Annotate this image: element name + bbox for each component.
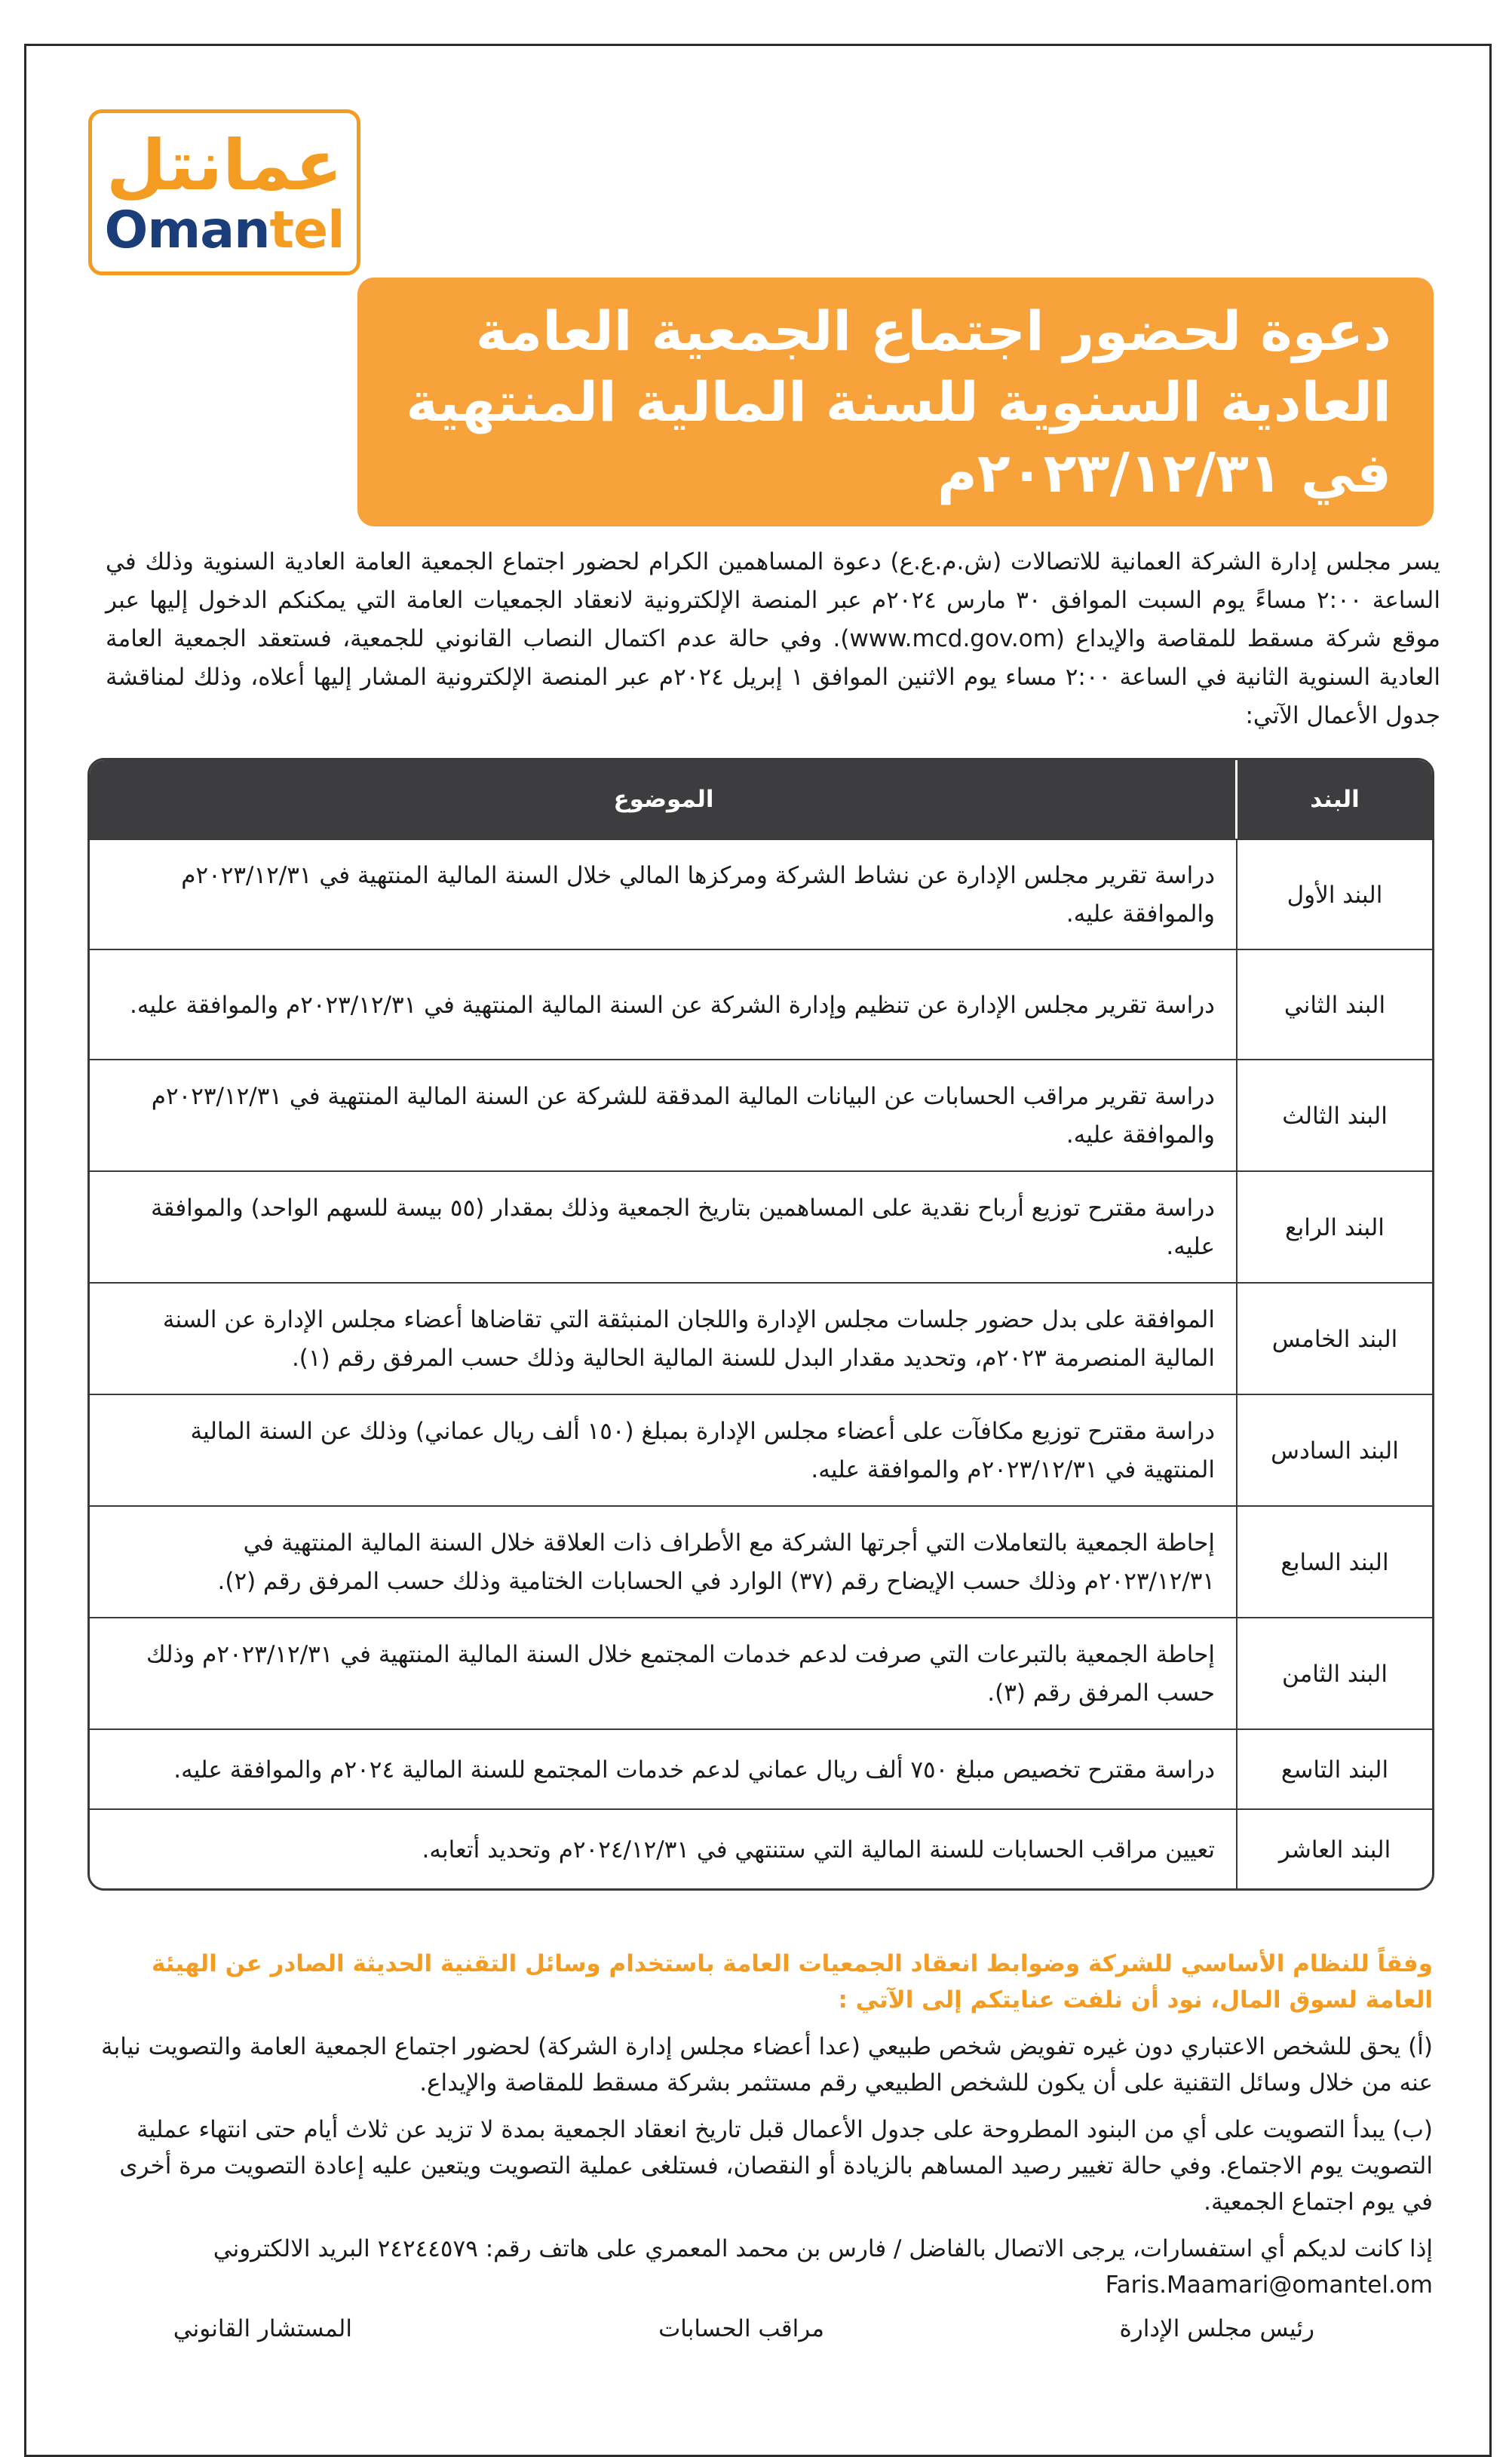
row-topic: الموافقة على بدل حضور جلسات مجلس الإدارة واللجان المنبثقة التي تقاضاها أعضاء مجلس الإدارة عن السنة المالية المنصرمة ٢٠٢٣م، وتحديد مقدار البدل للسنة المالية الحالية وذلك حسب المرفق رقم (١).: [162, 1306, 1215, 1372]
signature-chairman: رئيس مجلس الإدارة: [1119, 2315, 1314, 2342]
note-b: (ب) يبدأ التصويت على أي من البنود المطروحة على جدول الأعمال قبل تاريخ انعقاد الجمعية بمدة لا تزيد عن ثلاث أيام حتى انتهاء عملية التصويت يوم الاجتماع. وفي حالة تغيير رصيد المساهم بالزيادة أو النقصان، فستلغى عملية التصويت ويتعين عليه إعادة التصويت مرة أخرى في يوم اجتماع الجمعية.: [119, 2116, 1433, 2216]
intro-paragraph: [106, 543, 1440, 735]
row-item: البند الثالث: [1282, 1103, 1388, 1130]
row-item: البند الخامس: [1271, 1326, 1398, 1353]
title-line-3: في ٢٠٢٣/١٢/٣١م: [937, 441, 1391, 505]
signature-legal: المستشار القانوني: [173, 2315, 352, 2342]
notes-heading: وفقاً للنظام الأساسي للشركة وضوابط انعقاد الجمعيات العامة باستخدام وسائل التقنية الحديثة الصادر عن الهيئة العامة لسوق المال، نود أن نلفت عنايتكم إلى الآتي :: [151, 1950, 1433, 2014]
row-topic: دراسة مقترح تخصيص مبلغ ٧٥٠ ألف ريال عماني لدعم خدمات المجتمع للسنة المالية ٢٠٢٤م والموافقة عليه.: [173, 1756, 1215, 1784]
logo-english: [92, 202, 357, 259]
agenda-table: [87, 758, 1434, 1891]
row-item: البند السادس: [1271, 1437, 1399, 1465]
row-topic: إحاطة الجمعية بالتعاملات التي أجرتها الشركة مع الأطراف ذات العلاقة خلال السنة المالية المنتهية في ٢٠٢٣/١٢/٣١م وذلك حسب الإيضاح رقم (٣٧) الوارد في الحسابات الختامية وذلك حسب المرفق رقم (٢).: [217, 1529, 1215, 1595]
logo-arabic: عمانتل: [106, 125, 343, 206]
row-item: البند السابع: [1280, 1549, 1389, 1576]
contact-email: Faris.Maamari@omantel.om: [1105, 2271, 1433, 2299]
agenda-table-header: [90, 760, 1432, 839]
table-row: [90, 839, 1432, 950]
row-topic: تعيين مراقب الحسابات للسنة المالية التي ستنتهي في ٢٠٢٤/١٢/٣١م وتحديد أتعابه.: [422, 1836, 1215, 1863]
title-banner: [357, 278, 1434, 526]
signatures: [0, 2315, 1512, 2353]
title-line-1: دعوة لحضور اجتماع الجمعية العامة: [475, 299, 1391, 363]
logo-english-main: Oman: [104, 201, 270, 260]
contact-text: إذا كانت لديكم أي استفسارات، يرجى الاتصال بالفاضل / فارس بن محمد المعمري على هاتف رقم: ٢٤٢٤٤٥٧٩ البريد الالكتروني: [213, 2235, 1433, 2262]
row-item: البند العاشر: [1278, 1836, 1391, 1863]
header-separator: [1235, 760, 1238, 839]
table-row: [90, 1808, 1432, 1890]
row-topic: دراسة تقرير مجلس الإدارة عن تنظيم وإدارة الشركة عن السنة المالية المنتهية في ٢٠٢٣/١٢/٣١م والموافقة عليه.: [130, 991, 1215, 1019]
table-row: [90, 1059, 1432, 1172]
table-row: [90, 1282, 1432, 1395]
row-item: البند الرابع: [1285, 1214, 1385, 1241]
row-item: البند الأول: [1287, 882, 1383, 909]
row-topic: دراسة مقترح توزيع مكافآت على أعضاء مجلس الإدارة بمبلغ (١٥٠ ألف ريال عماني) وذلك عن السنة المالية المنتهية في ٢٠٢٣/١٢/٣١م والموافقة عليه.: [190, 1418, 1215, 1483]
header-item: البند: [1310, 786, 1360, 813]
row-topic: دراسة مقترح توزيع أرباح نقدية على المساهمين بتاريخ الجمعية وذلك بمقدار (٥٥ بيسة للسهم الواحد) والموافقة عليه.: [151, 1195, 1215, 1260]
header-topic: الموضوع: [613, 786, 714, 813]
logo-english-accent: tel: [269, 201, 345, 260]
notes-section: [98, 1946, 1433, 2303]
table-row: [90, 1728, 1432, 1810]
table-row: [90, 1505, 1432, 1618]
signature-auditor: مراقب الحسابات: [658, 2315, 824, 2342]
table-row: [90, 1170, 1432, 1284]
row-item: البند التاسع: [1280, 1756, 1389, 1784]
title-line-2: العادية السنوية للسنة المالية المنتهية: [406, 370, 1391, 434]
intro-text: يسر مجلس إدارة الشركة العمانية للاتصالات (ش.م.ع.ع) دعوة المساهمين الكرام لحضور اجتماع الجمعية العامة العادية السنوية وذلك في الساعة ٢:٠٠ مساءً يوم السبت الموافق ٣٠ مارس ٢٠٢٤م عبر المنصة الإلكترونية لانعقاد الجمعيات العامة التي يمكنكم الدخول إليها عبر موقع شركة مسقط للمقاصة والإيداع (www.mcd.gov.om). وفي حالة عدم اكتمال النصاب القانوني للجمعية، فستعقد الجمعية العامة العادية السنوية الثانية في الساعة ٢:٠٠ مساء يوم الاثنين الموافق ١ إبريل ٢٠٢٤م عبر المنصة الإلكترونية المشار إليها أعلاه، وذلك لمناقشة جدول الأعمال الآتي:: [106, 548, 1441, 729]
table-row: [90, 949, 1432, 1060]
table-row: [90, 1394, 1432, 1507]
omantel-logo: [88, 109, 360, 275]
row-topic: إحاطة الجمعية بالتبرعات التي صرفت لدعم خدمات المجتمع خلال السنة المالية المنتهية في ٢٠٢٣/١٢/٣١م وذلك حسب المرفق رقم (٣).: [146, 1641, 1215, 1707]
row-topic: دراسة تقرير مجلس الإدارة عن نشاط الشركة ومركزها المالي خلال السنة المالية المنتهية في ٢٠٢٣/١٢/٣١م والموافقة عليه.: [181, 862, 1215, 928]
note-a: (أ) يحق للشخص الاعتباري دون غيره تفويض شخص طبيعي (عدا أعضاء مجلس إدارة الشركة) لحضور اجتماع الجمعية العامة والتصويت نيابة عنه من خلال وسائل التقنية على أن يكون للشخص الطبيعي رقم مستثمر بشركة مسقط للمقاصة والإيداع.: [101, 2033, 1433, 2097]
row-item: البند الثاني: [1284, 992, 1386, 1019]
row-item: البند الثامن: [1282, 1661, 1388, 1688]
row-topic: دراسة تقرير مراقب الحسابات عن البيانات المالية المدققة للشركة عن السنة المالية المنتهية في ٢٠٢٣/١٢/٣١م والموافقة عليه.: [151, 1083, 1215, 1149]
table-row: [90, 1617, 1432, 1730]
